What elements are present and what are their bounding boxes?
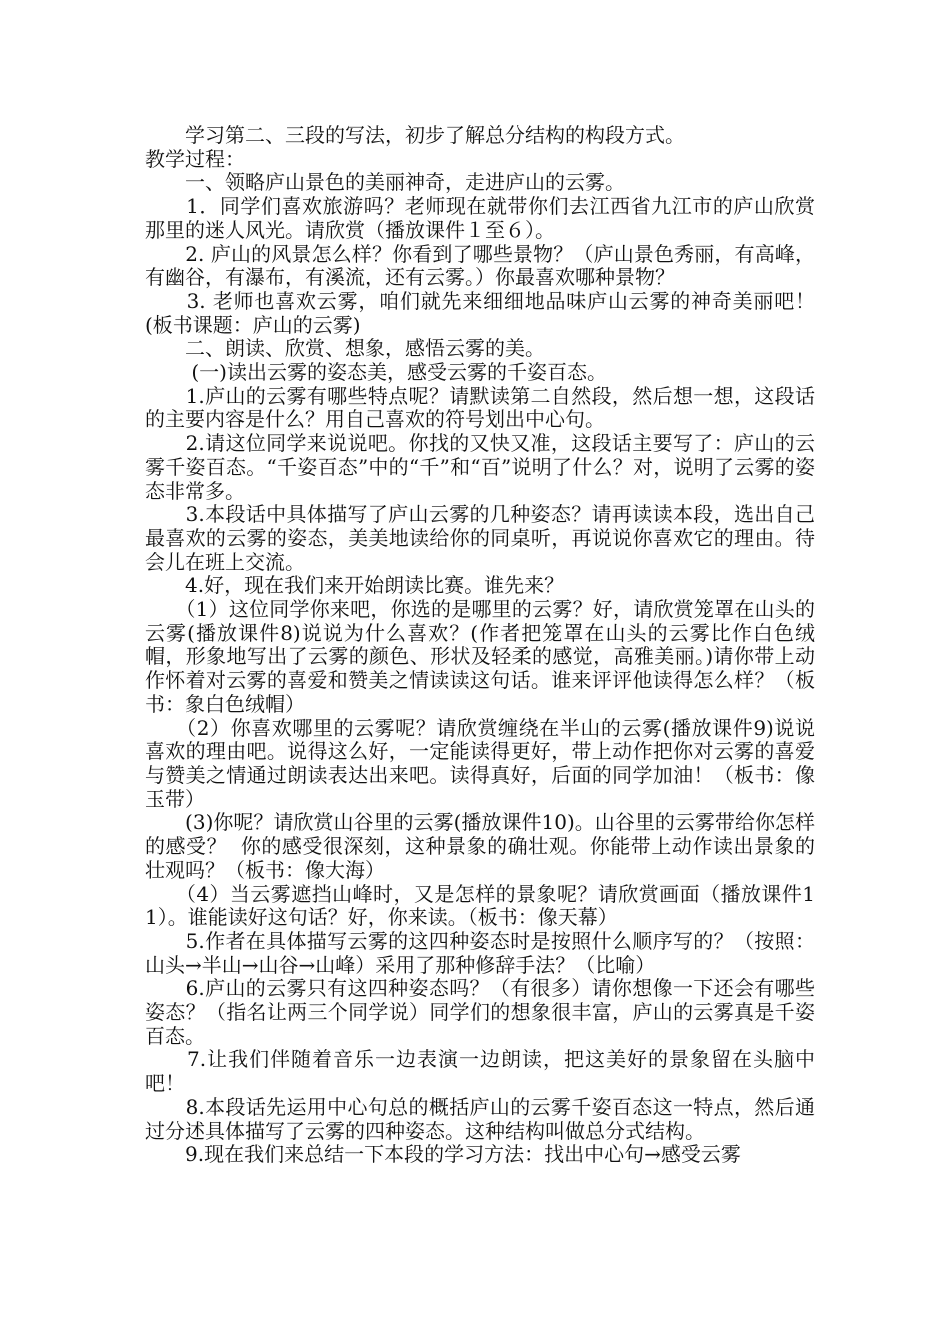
paragraph: 8.本段话先运用中心句总的概括庐山的云雾千姿百态这一特点，然后通过分述具体描写了云雾的四种姿态。这种结构叫做总分式结构。 bbox=[145, 1094, 815, 1143]
paragraph: 教学过程： bbox=[145, 146, 245, 171]
paragraph: 7.让我们伴随着音乐一边表演一边朗读，把这美好的景象留在头脑中吧！ bbox=[145, 1047, 815, 1096]
paragraph: (一)读出云雾的姿态美，感受云雾的千姿百态。 bbox=[145, 360, 607, 385]
paragraph: 3.本段话中具体描写了庐山云雾的几种姿态？请再读读本段，选出自己最喜欢的云雾的姿态，美美地读给你的同桌听，再说说你喜欢它的理由。待会儿在班上交流。 bbox=[145, 502, 815, 574]
paragraph: 5.作者在具体描写云雾的这四种姿态时是按照什么顺序写的？（按照：山头→半山→山谷→山峰）采用了那种修辞手法？（比喻） bbox=[145, 928, 815, 977]
paragraph: 4.好，现在我们来开始朗读比赛。谁先来？ bbox=[145, 573, 565, 598]
paragraph: （2）你喜欢哪里的云雾呢？请欣赏缠绕在半山的云雾(播放课件9)说说喜欢的理由吧。说得这么好，一定能读得更好，带上动作把你对云雾的喜爱与赞美之情通过朗读表达出来吧。读得真好，后面的同学加油！（板书：像玉带） bbox=[145, 715, 815, 811]
paragraph: 9.现在我们来总结一下本段的学习方法：找出中心句→感受云雾 bbox=[145, 1142, 741, 1167]
paragraph: 2. 庐山的风景怎么样？你看到了哪些景物？（庐山景色秀丽，有高峰，有幽谷，有瀑布，有溪流，还有云雾。）你最喜欢哪种景物？ bbox=[145, 241, 815, 290]
paragraph: 3. 老师也喜欢云雾，咱们就先来细细地品味庐山云雾的神奇美丽吧！(板书课题：庐山的云雾) bbox=[145, 288, 815, 337]
document-body bbox=[145, 124, 815, 1167]
paragraph: 6.庐山的云雾只有这四种姿态吗？（有很多）请你想像一下还会有哪些姿态？（指名让两三个同学说）同学们的想象很丰富，庐山的云雾真是千姿百态。 bbox=[145, 976, 815, 1048]
paragraph: 1.庐山的云雾有哪些特点呢？请默读第二自然段，然后想一想，这段话的主要内容是什么？用自己喜欢的符号划出中心句。 bbox=[145, 383, 815, 432]
paragraph: （1）这位同学你来吧，你选的是哪里的云雾？好，请欣赏笼罩在山头的云雾(播放课件8)说说为什么喜欢？(作者把笼罩在山头的云雾比作白色绒帽，形象地写出了云雾的颜色、形状及轻柔的感觉，高雅美丽。)请你带上动作怀着对云雾的喜爱和赞美之情读读这句话。谁来评评他读得怎么样？（板书：象白色绒帽） bbox=[145, 597, 815, 716]
paragraph: 2.请这位同学来说说吧。你找的又快又准，这段话主要写了：庐山的云雾千姿百态。“千姿百态”中的“千”和“百”说明了什么？对，说明了云雾的姿态非常多。 bbox=[145, 431, 815, 503]
paragraph: 二、朗读、欣赏、想象，感悟云雾的美。 bbox=[145, 336, 545, 361]
paragraph: (3)你呢？请欣赏山谷里的云雾(播放课件10)。山谷里的云雾带给你怎样的感受？ 你的感受很深刻，这种景象的确壮观。你能带上动作读出景象的壮观吗？（板书：像大海） bbox=[145, 810, 815, 882]
paragraph: （4）当云雾遮挡山峰时，又是怎样的景象呢？请欣赏画面（播放课件11）。谁能读好这句话？好，你来读。（板书：像天幕） bbox=[145, 881, 815, 930]
paragraph: 1．同学们喜欢旅游吗？老师现在就带你们去江西省九江市的庐山欣赏那里的迷人风光。请欣赏（播放课件１至６）。 bbox=[145, 194, 815, 242]
paragraph: 一、领略庐山景色的美丽神奇，走进庐山的云雾。 bbox=[145, 170, 625, 195]
paragraph: 学习第二、三段的写法，初步了解总分结构的构段方式。 bbox=[145, 123, 685, 147]
